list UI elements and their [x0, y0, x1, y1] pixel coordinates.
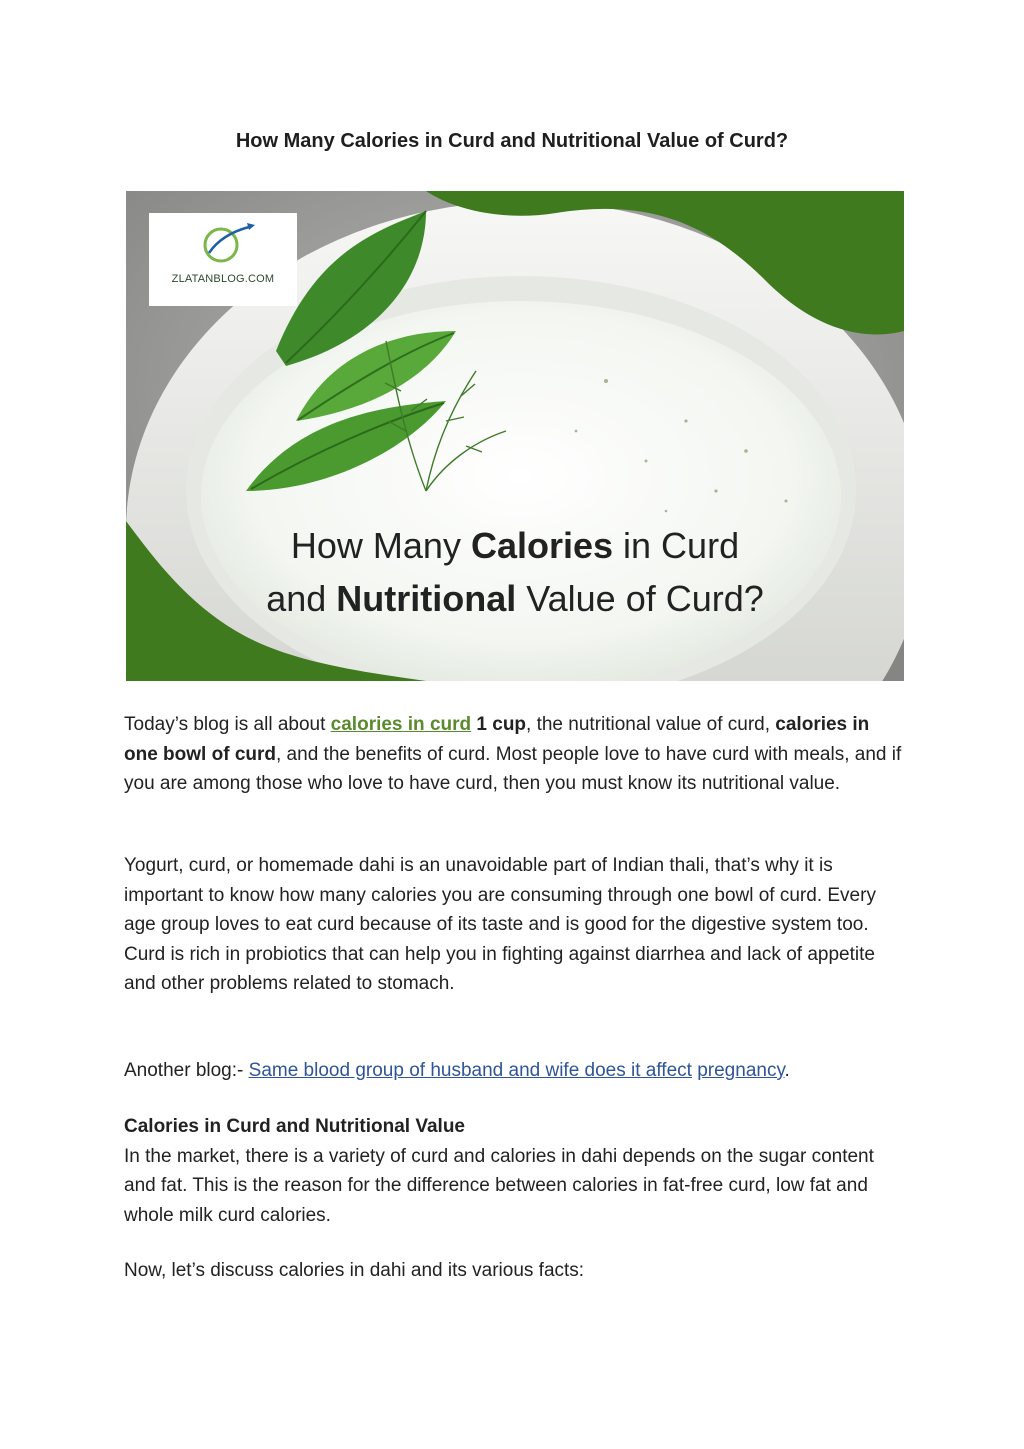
site-logo — [149, 213, 297, 306]
blood-group-link[interactable]: Same blood group of husband and wife does it affect — [248, 1060, 692, 1081]
section-body: In the market, there is a variety of curd and calories in dahi depends on the sugar content and fat. This is the reason for the difference between calories in fat-free curd, low fat and whole milk curd calories. — [124, 1145, 874, 1226]
globe-plane-icon — [149, 213, 297, 273]
another-blog-line: Another blog:- Same blood group of husband and wife does it affect pregnancy. — [124, 1060, 790, 1081]
yogurt-paragraph: Yogurt, curd, or homemade dahi is an unavoidable part of Indian thali, that’s why it is important to know how many calories you are consuming through one bowl of curd. Every age group loves to eat curd because of its taste and is good for the digestive system too. Curd is rich in probiotics that can help you in fighting against diarrhea and lack of appetite and other problems related to stomach. — [124, 855, 876, 994]
closing-paragraph: Now, let’s discuss calories in dahi and its various facts: — [124, 1260, 585, 1281]
logo-text: ZLATANBLOG.COM — [171, 273, 275, 285]
calories-in-curd-link[interactable]: calories in curd — [330, 714, 472, 735]
nutrition-section — [124, 1112, 904, 1230]
pregnancy-link[interactable]: pregnancy — [697, 1060, 785, 1081]
hero-heading-line-1: How Many Calories in Curd — [290, 525, 740, 566]
intro-paragraph: Today’s blog is all about calories in curd 1 cup, the nutritional value of curd, calories in one bowl of curd, and the benefits of curd. Most people love to have curd with meals, and if you are among those who love to have curd, then you must know its nutritional value. — [124, 714, 902, 794]
hero-heading-line-2: and Nutritional Value of Curd? — [266, 578, 764, 619]
page-title: How Many Calories in Curd and Nutritional Value of Curd? — [235, 130, 789, 152]
section-heading: Calories in Curd and Nutritional Value — [124, 1116, 465, 1137]
